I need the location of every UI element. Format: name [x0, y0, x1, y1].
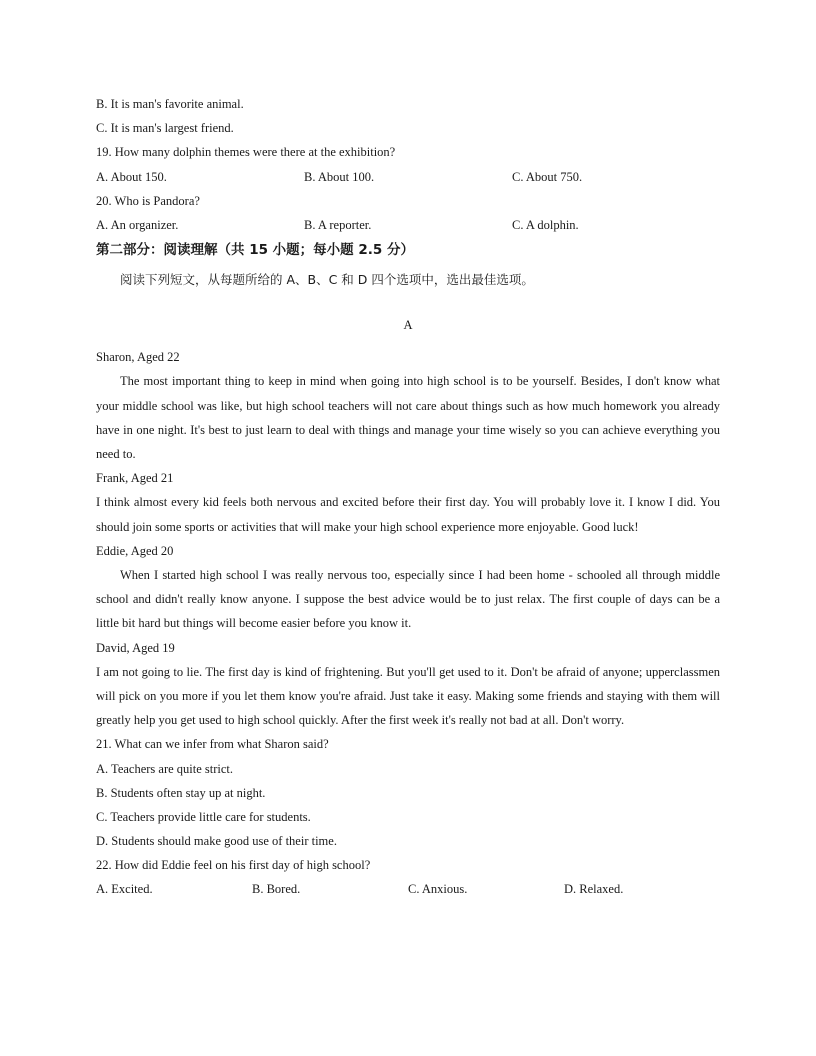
- exam-page: [96, 92, 720, 902]
- q19-option-a: A. About 150.: [96, 169, 167, 184]
- entry-author-david: David, Aged 19: [96, 640, 175, 655]
- q19-options: [96, 165, 720, 189]
- q20-stem: 20. Who is Pandora?: [96, 193, 200, 208]
- q20-option-c: C. A dolphin.: [512, 217, 579, 232]
- q18-option-b: B. It is man's favorite animal.: [96, 97, 244, 111]
- entry-text-eddie: When I started high school I was really nervous too, especially since I had been home - schooled all through middle school and didn't really know anyone. I suppose the best advice would be to just relax. The first couple of days can be a little bit hard but things will become easier before you know it.: [96, 567, 720, 631]
- passage-letter: A: [403, 318, 413, 333]
- section-title: 第二部分：阅读理解（共 15 小题；每小题 2.5 分）: [96, 242, 415, 259]
- q21-option-a: A. Teachers are quite strict.: [96, 761, 234, 776]
- q20-options: [96, 213, 720, 237]
- q22-option-d: D. Relaxed.: [564, 882, 624, 897]
- q20-option-a: A. An organizer.: [96, 217, 179, 232]
- q21-option-d: D. Students should make good use of their time.: [96, 834, 337, 849]
- q18-option-c: C. It is man's largest friend.: [96, 121, 234, 136]
- entry-text-frank: I think almost every kid feels both nervous and excited before their first day. You will probably love it. I know I did. You should join some sports or activities that will make your high school experience more enjoyable. Good luck!: [96, 495, 720, 534]
- entry-text-david: I am not going to lie. The first day is kind of frightening. But you'll get used to it. Don't be afraid of anyone; upperclassmen will pick on you more if you let them know you're afraid. Just take it easy. Making some friends and staying with them will greatly help you get used to high school quickly. After the first week it's really not bad at all. Don't worry.: [96, 664, 720, 728]
- q22-option-b: B. Bored.: [252, 882, 301, 897]
- entry-author-sharon: Sharon, Aged 22: [96, 350, 180, 365]
- q22-option-a: A. Excited.: [96, 882, 153, 897]
- q22-options: [96, 877, 720, 901]
- q19-stem: 19. How many dolphin themes were there at the exhibition?: [96, 145, 396, 160]
- entry-text-sharon: The most important thing to keep in mind when going into high school is to be yourself. Besides, I don't know what your middle school was like, but high school teachers will not care about things such as how much homework you already have in one night. It's best to just learn to deal with things and manage your time wisely so you can achieve everything you need to.: [96, 374, 720, 461]
- q21-option-b: B. Students often stay up at night.: [96, 785, 266, 800]
- section-instruction: 阅读下列短文，从每题所给的 A、B、C 和 D 四个选项中，选出最佳选项。: [120, 272, 534, 288]
- q19-option-b: B. About 100.: [304, 169, 375, 184]
- q21-option-c: C. Teachers provide little care for students.: [96, 809, 311, 824]
- q22-option-c: C. Anxious.: [408, 882, 468, 897]
- entry-author-eddie: Eddie, Aged 20: [96, 543, 174, 558]
- q22-stem: 22. How did Eddie feel on his first day of high school?: [96, 858, 371, 873]
- q19-option-c: C. About 750.: [512, 169, 583, 184]
- q21-stem: 21. What can we infer from what Sharon said?: [96, 737, 329, 752]
- entry-author-frank: Frank, Aged 21: [96, 471, 174, 486]
- q20-option-b: B. A reporter.: [304, 217, 372, 232]
